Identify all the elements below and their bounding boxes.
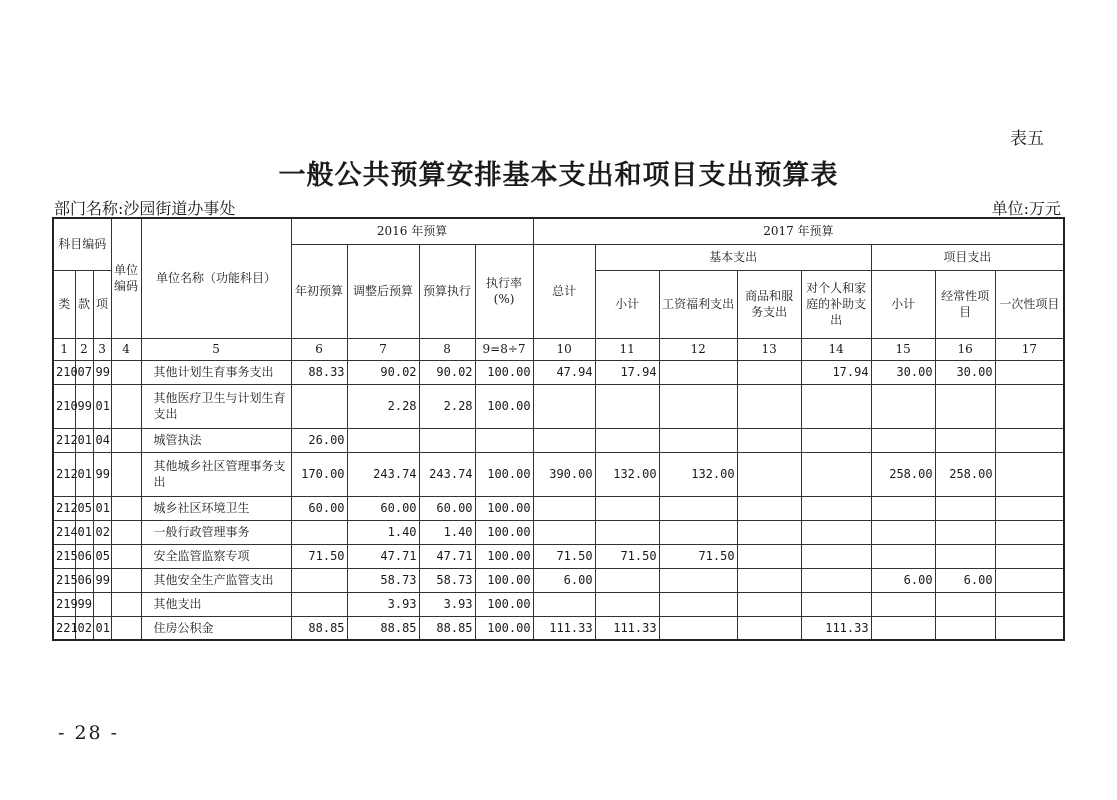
cell-lei: 219 xyxy=(53,592,75,616)
column-index-cell: 7 xyxy=(347,338,419,360)
table-row xyxy=(53,496,1064,520)
cell-v14 xyxy=(801,520,871,544)
onetime-project-header: 一次性项目 xyxy=(995,270,1064,338)
cell-unit xyxy=(111,616,141,640)
cell-v7: 2.28 xyxy=(347,384,419,428)
cell-v11: 132.00 xyxy=(595,452,659,496)
cell-kuan: 07 xyxy=(75,360,93,384)
cell-name: 其他支出 xyxy=(141,592,291,616)
project-expense-header: 项目支出 xyxy=(871,244,1064,270)
cell-v7: 1.40 xyxy=(347,520,419,544)
table-tag: 表五 xyxy=(1010,129,1044,149)
cell-v9: 100.00 xyxy=(475,360,533,384)
cell-v13 xyxy=(737,428,801,452)
cell-xiang xyxy=(93,592,111,616)
table-row xyxy=(53,544,1064,568)
cell-name: 其他城乡社区管理事务支出 xyxy=(141,452,291,496)
cell-v8: 88.85 xyxy=(419,616,475,640)
cell-v6: 88.33 xyxy=(291,360,347,384)
xiang-header: 项 xyxy=(93,270,111,338)
cell-xiang: 01 xyxy=(93,616,111,640)
cell-xiang: 01 xyxy=(93,496,111,520)
cell-xiang: 99 xyxy=(93,452,111,496)
cell-v11 xyxy=(595,384,659,428)
cell-v14 xyxy=(801,496,871,520)
cell-v9: 100.00 xyxy=(475,568,533,592)
unit-code-header: 单位编码 xyxy=(111,218,141,338)
cell-v14 xyxy=(801,592,871,616)
cell-v12 xyxy=(659,360,737,384)
cell-v9: 100.00 xyxy=(475,616,533,640)
cell-v14: 17.94 xyxy=(801,360,871,384)
cell-lei: 215 xyxy=(53,544,75,568)
cell-v10 xyxy=(533,384,595,428)
cell-xiang: 04 xyxy=(93,428,111,452)
cell-unit xyxy=(111,544,141,568)
cell-v15 xyxy=(871,520,935,544)
cell-v9: 100.00 xyxy=(475,520,533,544)
page-number: - 28 - xyxy=(58,722,120,744)
lei-header: 类 xyxy=(53,270,75,338)
cell-v14 xyxy=(801,452,871,496)
household-subsidy-header: 对个人和家庭的补助支出 xyxy=(801,270,871,338)
cell-v12 xyxy=(659,428,737,452)
column-index-cell: 1 xyxy=(53,338,75,360)
column-index-cell: 13 xyxy=(737,338,801,360)
cell-v13 xyxy=(737,496,801,520)
page-title: 一般公共预算安排基本支出和项目支出预算表 xyxy=(278,160,839,191)
cell-v16: 6.00 xyxy=(935,568,995,592)
cell-v10 xyxy=(533,520,595,544)
cell-v15 xyxy=(871,384,935,428)
cell-v11 xyxy=(595,428,659,452)
cell-v14: 111.33 xyxy=(801,616,871,640)
unit-label: 单位:万元 xyxy=(991,199,1061,218)
cell-v6: 60.00 xyxy=(291,496,347,520)
table-row xyxy=(53,520,1064,544)
cell-v6: 26.00 xyxy=(291,428,347,452)
cell-v8 xyxy=(419,428,475,452)
cell-name: 城乡社区环境卫生 xyxy=(141,496,291,520)
column-index-cell: 4 xyxy=(111,338,141,360)
cell-v12 xyxy=(659,592,737,616)
cell-v9: 100.00 xyxy=(475,384,533,428)
table-row xyxy=(53,428,1064,452)
cell-v13 xyxy=(737,568,801,592)
column-index-cell: 15 xyxy=(871,338,935,360)
cell-lei: 212 xyxy=(53,428,75,452)
cell-v16 xyxy=(935,428,995,452)
unit-name-header: 单位名称（功能科目） xyxy=(141,218,291,338)
cell-lei: 221 xyxy=(53,616,75,640)
cell-name: 安全监管监察专项 xyxy=(141,544,291,568)
cell-v6 xyxy=(291,568,347,592)
column-index-cell: 12 xyxy=(659,338,737,360)
column-index-cell: 3 xyxy=(93,338,111,360)
cell-v13 xyxy=(737,452,801,496)
table-row xyxy=(53,384,1064,428)
cell-v13 xyxy=(737,360,801,384)
cell-lei: 214 xyxy=(53,520,75,544)
cell-v15: 258.00 xyxy=(871,452,935,496)
cell-unit xyxy=(111,520,141,544)
cell-v17 xyxy=(995,428,1064,452)
cell-v16 xyxy=(935,520,995,544)
column-index-cell: 11 xyxy=(595,338,659,360)
column-index-row xyxy=(53,338,1064,360)
cell-v9: 100.00 xyxy=(475,592,533,616)
cell-v15 xyxy=(871,428,935,452)
cell-v6: 71.50 xyxy=(291,544,347,568)
column-index-cell: 10 xyxy=(533,338,595,360)
cell-kuan: 02 xyxy=(75,616,93,640)
column-index-cell: 2 xyxy=(75,338,93,360)
cell-v17 xyxy=(995,616,1064,640)
cell-v10: 71.50 xyxy=(533,544,595,568)
cell-kuan: 01 xyxy=(75,452,93,496)
cell-v7: 3.93 xyxy=(347,592,419,616)
budget-2017-header: 2017 年预算 xyxy=(533,218,1064,244)
cell-v8: 60.00 xyxy=(419,496,475,520)
cell-v10: 6.00 xyxy=(533,568,595,592)
budget-2016-header: 2016 年预算 xyxy=(291,218,533,244)
cell-v11: 111.33 xyxy=(595,616,659,640)
cell-unit xyxy=(111,496,141,520)
cell-v8: 3.93 xyxy=(419,592,475,616)
column-index-cell: 8 xyxy=(419,338,475,360)
cell-unit xyxy=(111,384,141,428)
basic-expense-header: 基本支出 xyxy=(595,244,871,270)
execution-rate-header: 执行率(%) xyxy=(475,244,533,338)
kuan-header: 款 xyxy=(75,270,93,338)
cell-v17 xyxy=(995,544,1064,568)
cell-kuan: 99 xyxy=(75,384,93,428)
table-row xyxy=(53,592,1064,616)
cell-kuan: 01 xyxy=(75,428,93,452)
cell-v10 xyxy=(533,428,595,452)
cell-v13 xyxy=(737,616,801,640)
cell-v16 xyxy=(935,496,995,520)
cell-lei: 210 xyxy=(53,360,75,384)
cell-v9 xyxy=(475,428,533,452)
cell-v7: 47.71 xyxy=(347,544,419,568)
table-row xyxy=(53,616,1064,640)
cell-v13 xyxy=(737,544,801,568)
cell-v7: 90.02 xyxy=(347,360,419,384)
cell-v16: 258.00 xyxy=(935,452,995,496)
cell-v16 xyxy=(935,616,995,640)
cell-kuan: 01 xyxy=(75,520,93,544)
cell-v9: 100.00 xyxy=(475,452,533,496)
cell-v8: 47.71 xyxy=(419,544,475,568)
cell-v7: 58.73 xyxy=(347,568,419,592)
cell-v10 xyxy=(533,496,595,520)
cell-kuan: 05 xyxy=(75,496,93,520)
column-index-cell: 5 xyxy=(141,338,291,360)
department-name: 部门名称:沙园街道办事处 xyxy=(54,199,236,218)
column-index-cell: 6 xyxy=(291,338,347,360)
cell-v10: 111.33 xyxy=(533,616,595,640)
column-index-cell: 14 xyxy=(801,338,871,360)
adjusted-budget-header: 调整后预算 xyxy=(347,244,419,338)
cell-xiang: 02 xyxy=(93,520,111,544)
budget-table xyxy=(52,217,1065,641)
cell-v17 xyxy=(995,568,1064,592)
cell-kuan: 06 xyxy=(75,544,93,568)
cell-v15: 6.00 xyxy=(871,568,935,592)
cell-xiang: 99 xyxy=(93,360,111,384)
cell-xiang: 01 xyxy=(93,384,111,428)
cell-v6 xyxy=(291,520,347,544)
cell-v7 xyxy=(347,428,419,452)
cell-v8: 243.74 xyxy=(419,452,475,496)
cell-lei: 215 xyxy=(53,568,75,592)
cell-lei: 210 xyxy=(53,384,75,428)
table-row xyxy=(53,568,1064,592)
cell-v10: 390.00 xyxy=(533,452,595,496)
cell-v15 xyxy=(871,496,935,520)
cell-v17 xyxy=(995,496,1064,520)
subject-code-header: 科目编码 xyxy=(53,218,111,270)
cell-v12 xyxy=(659,496,737,520)
cell-v13 xyxy=(737,384,801,428)
cell-lei: 212 xyxy=(53,452,75,496)
cell-v12: 71.50 xyxy=(659,544,737,568)
recurring-project-header: 经常性项目 xyxy=(935,270,995,338)
cell-v10 xyxy=(533,592,595,616)
cell-name: 其他医疗卫生与计划生育支出 xyxy=(141,384,291,428)
cell-v11: 17.94 xyxy=(595,360,659,384)
cell-lei: 212 xyxy=(53,496,75,520)
column-index-cell: 9=8÷7 xyxy=(475,338,533,360)
cell-v11 xyxy=(595,496,659,520)
cell-v9: 100.00 xyxy=(475,496,533,520)
cell-v7: 243.74 xyxy=(347,452,419,496)
cell-v16 xyxy=(935,592,995,616)
cell-name: 其他计划生育事务支出 xyxy=(141,360,291,384)
cell-v9: 100.00 xyxy=(475,544,533,568)
table-row xyxy=(53,360,1064,384)
cell-unit xyxy=(111,452,141,496)
cell-xiang: 05 xyxy=(93,544,111,568)
cell-v12 xyxy=(659,520,737,544)
column-index-cell: 16 xyxy=(935,338,995,360)
cell-v16: 30.00 xyxy=(935,360,995,384)
cell-name: 其他安全生产监管支出 xyxy=(141,568,291,592)
cell-v8: 1.40 xyxy=(419,520,475,544)
project-subtotal-header: 小计 xyxy=(871,270,935,338)
cell-kuan: 06 xyxy=(75,568,93,592)
cell-v16 xyxy=(935,384,995,428)
cell-v11: 71.50 xyxy=(595,544,659,568)
cell-v12 xyxy=(659,568,737,592)
cell-v17 xyxy=(995,452,1064,496)
cell-name: 城管执法 xyxy=(141,428,291,452)
cell-v17 xyxy=(995,520,1064,544)
cell-v17 xyxy=(995,384,1064,428)
cell-v6 xyxy=(291,592,347,616)
wages-header: 工资福利支出 xyxy=(659,270,737,338)
cell-name: 一般行政管理事务 xyxy=(141,520,291,544)
cell-v6: 170.00 xyxy=(291,452,347,496)
cell-v8: 2.28 xyxy=(419,384,475,428)
cell-v7: 88.85 xyxy=(347,616,419,640)
cell-v12 xyxy=(659,616,737,640)
cell-kuan: 99 xyxy=(75,592,93,616)
cell-v12 xyxy=(659,384,737,428)
cell-v13 xyxy=(737,592,801,616)
cell-v17 xyxy=(995,592,1064,616)
column-index-cell: 17 xyxy=(995,338,1064,360)
cell-v6: 88.85 xyxy=(291,616,347,640)
cell-v15 xyxy=(871,544,935,568)
cell-v14 xyxy=(801,384,871,428)
basic-subtotal-header: 小计 xyxy=(595,270,659,338)
cell-v8: 58.73 xyxy=(419,568,475,592)
cell-v11 xyxy=(595,520,659,544)
cell-unit xyxy=(111,360,141,384)
cell-v14 xyxy=(801,544,871,568)
cell-v13 xyxy=(737,520,801,544)
cell-v17 xyxy=(995,360,1064,384)
cell-unit xyxy=(111,592,141,616)
total-header: 总计 xyxy=(533,244,595,338)
cell-v14 xyxy=(801,568,871,592)
cell-xiang: 99 xyxy=(93,568,111,592)
cell-v14 xyxy=(801,428,871,452)
table-row xyxy=(53,452,1064,496)
cell-v11 xyxy=(595,568,659,592)
cell-v7: 60.00 xyxy=(347,496,419,520)
cell-unit xyxy=(111,428,141,452)
cell-v11 xyxy=(595,592,659,616)
initial-budget-header: 年初预算 xyxy=(291,244,347,338)
cell-v15 xyxy=(871,592,935,616)
goods-services-header: 商品和服务支出 xyxy=(737,270,801,338)
cell-v16 xyxy=(935,544,995,568)
cell-v10: 47.94 xyxy=(533,360,595,384)
cell-v12: 132.00 xyxy=(659,452,737,496)
cell-v8: 90.02 xyxy=(419,360,475,384)
cell-unit xyxy=(111,568,141,592)
cell-v15 xyxy=(871,616,935,640)
cell-v15: 30.00 xyxy=(871,360,935,384)
cell-name: 住房公积金 xyxy=(141,616,291,640)
executed-budget-header: 预算执行 xyxy=(419,244,475,338)
cell-v6 xyxy=(291,384,347,428)
